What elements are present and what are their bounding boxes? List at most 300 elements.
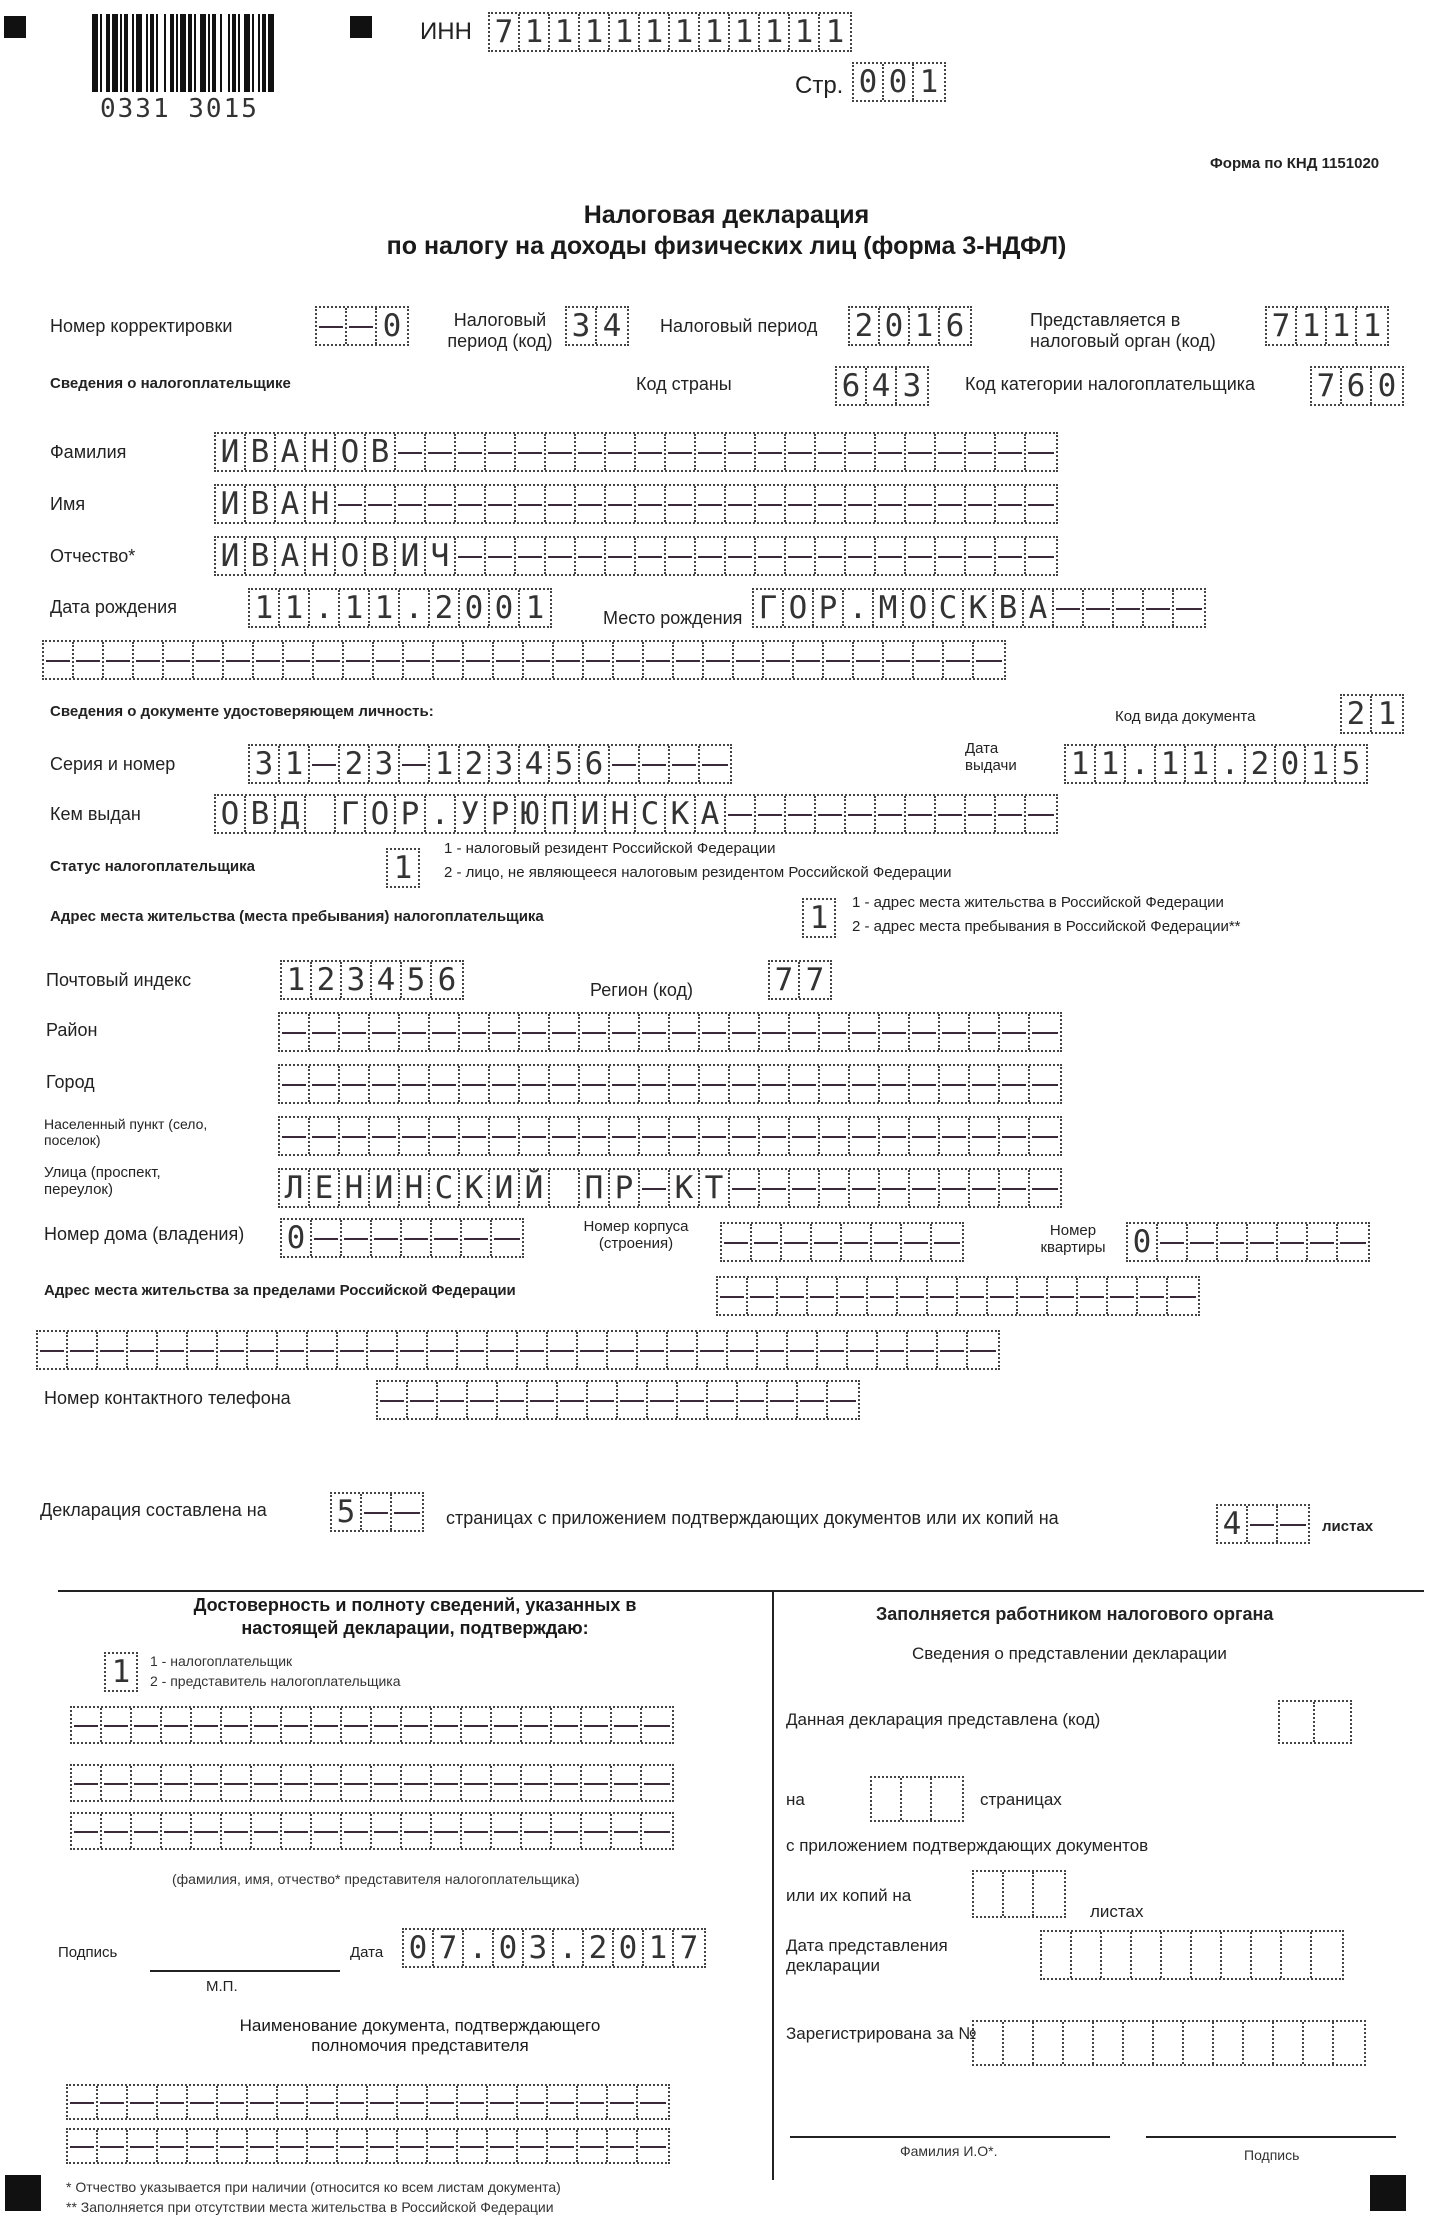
status-option-1: 1 - налоговый резидент Российской Федерации [444, 840, 776, 857]
char-cell: А [1024, 590, 1054, 626]
char-cell [408, 1382, 438, 1418]
char-cell: Н [306, 434, 336, 470]
authority-doc-field-2[interactable] [66, 2128, 670, 2164]
apartment-field[interactable] [1126, 1222, 1370, 1262]
representative-name-field-1[interactable] [70, 1706, 674, 1744]
office-sheets-field[interactable] [972, 1870, 1066, 1918]
char-cell [546, 486, 576, 522]
category-code-field[interactable] [1310, 366, 1404, 406]
char-cell: 1 [1096, 746, 1126, 782]
section-divider [58, 1590, 1424, 1592]
char-cell [426, 434, 456, 470]
char-cell [704, 642, 734, 678]
char-cell [1004, 2022, 1034, 2064]
page-field[interactable] [852, 62, 946, 102]
char-cell [460, 1118, 490, 1154]
char-cell [1188, 1224, 1218, 1260]
char-cell [670, 1118, 700, 1154]
char-cell [1248, 1224, 1278, 1260]
char-cell [310, 1118, 340, 1154]
char-cell: Р [486, 796, 516, 832]
char-cell [816, 486, 846, 522]
char-cell: И [490, 1170, 520, 1206]
char-cell [872, 1224, 902, 1260]
char-cell [128, 1332, 158, 1368]
street-field[interactable] [278, 1168, 1062, 1208]
char-cell: 4 [372, 962, 402, 998]
char-cell [128, 2130, 158, 2162]
char-cell [666, 434, 696, 470]
char-cell [700, 1118, 730, 1154]
correction-field[interactable] [315, 306, 409, 346]
char-cell: 2 [1342, 696, 1372, 732]
char-cell [1000, 1014, 1030, 1050]
char-cell [708, 1382, 738, 1418]
char-cell: Т [700, 1170, 730, 1206]
sign-date-field[interactable] [402, 1928, 706, 1968]
country-code-field[interactable] [835, 366, 929, 406]
char-cell [342, 1766, 372, 1800]
char-cell: 1 [580, 14, 610, 50]
representative-name-field-2[interactable] [70, 1764, 674, 1802]
char-cell: 2 [340, 746, 370, 782]
char-cell [1168, 1278, 1198, 1314]
char-cell [188, 1332, 218, 1368]
char-cell [996, 486, 1026, 522]
char-cell [218, 2086, 248, 2118]
barcode-bar [120, 14, 122, 92]
char-cell [936, 796, 966, 832]
postcode-field[interactable] [280, 960, 464, 1000]
char-cell [1214, 2022, 1244, 2064]
char-cell [342, 1220, 372, 1256]
char-cell [1280, 1702, 1315, 1742]
barcode-bar [136, 14, 142, 92]
char-cell [868, 1278, 898, 1314]
char-cell: 1 [280, 746, 310, 782]
submit-date-field[interactable] [1040, 1930, 1344, 1980]
char-cell [372, 1708, 402, 1742]
char-cell [790, 1014, 820, 1050]
correction-label: Номер корректировки [50, 316, 233, 336]
char-cell [1030, 1066, 1060, 1102]
barcode-bar [132, 14, 134, 92]
char-cell: К [670, 1170, 700, 1206]
char-cell [520, 1066, 550, 1102]
char-cell [938, 1332, 968, 1368]
region-field[interactable] [768, 960, 832, 1000]
char-cell [492, 1708, 522, 1742]
last-name-label: Фамилия [50, 442, 127, 462]
char-cell: В [246, 796, 276, 832]
char-cell: 1 [809, 900, 829, 936]
char-cell: С [934, 590, 964, 626]
char-cell [612, 1766, 642, 1800]
char-cell [760, 1066, 790, 1102]
stamp-label: М.П. [206, 1978, 238, 1995]
submit-date-label: Дата представления декларации [786, 1936, 948, 1975]
char-cell [310, 1014, 340, 1050]
section-vertical-divider [772, 1590, 774, 2180]
char-cell [756, 434, 786, 470]
char-cell [402, 1220, 432, 1256]
char-cell: Р [610, 1170, 640, 1206]
char-cell [432, 1814, 462, 1848]
char-cell [1248, 1506, 1278, 1542]
char-cell [752, 1224, 782, 1260]
char-cell [936, 486, 966, 522]
char-cell [558, 1382, 588, 1418]
issue-date-label: Дата выдачи [965, 740, 1017, 775]
char-cell: Н [606, 796, 636, 832]
settlement-label: Населенный пункт (село, поселок) [44, 1116, 208, 1149]
char-cell [876, 538, 906, 574]
char-cell [808, 1278, 838, 1314]
barcode-image [92, 14, 300, 96]
patronymic-field[interactable] [214, 536, 1058, 576]
char-cell [636, 538, 666, 574]
char-cell [254, 642, 284, 678]
char-cell [1252, 1932, 1282, 1978]
barcode-bar [170, 14, 174, 92]
char-cell [1315, 1702, 1350, 1742]
building-field[interactable] [720, 1222, 964, 1262]
char-cell [430, 1118, 460, 1154]
char-cell: В [366, 434, 396, 470]
char-cell [72, 1708, 102, 1742]
char-cell [370, 1014, 400, 1050]
char-cell [718, 1278, 748, 1314]
representative-name-field-3[interactable] [70, 1812, 674, 1850]
char-cell [518, 2086, 548, 2118]
char-cell: П [546, 796, 576, 832]
barcode-bar [92, 14, 98, 92]
char-cell [730, 1118, 760, 1154]
barcode-bar [228, 14, 230, 92]
house-field[interactable] [280, 1218, 524, 1258]
char-cell [1334, 2022, 1364, 2064]
authority-doc-field-1[interactable] [66, 2084, 670, 2120]
char-cell [1018, 1278, 1048, 1314]
district-field[interactable] [278, 1012, 1062, 1052]
or-copies-label: или их копий на [786, 1886, 912, 1905]
phone-field[interactable] [376, 1380, 860, 1420]
doc-type-code-label: Код вида документа [1115, 708, 1256, 725]
char-cell [974, 642, 1004, 678]
last-name-field[interactable] [214, 432, 1058, 472]
char-cell: 7 [805, 962, 825, 998]
char-cell [554, 642, 584, 678]
char-cell [72, 1766, 102, 1800]
char-cell [518, 1332, 548, 1368]
char-cell: О [904, 590, 934, 626]
with-docs-label: с приложением подтверждающих документов [786, 1836, 1149, 1855]
address-option-1: 1 - адрес места жительства в Российской Федерации [852, 894, 1224, 911]
status-field[interactable] [386, 848, 420, 888]
foreign-address-field-2[interactable] [36, 1330, 1000, 1370]
char-cell [648, 1382, 678, 1418]
char-cell [468, 1382, 498, 1418]
birth-place-field-2[interactable] [42, 640, 1006, 680]
char-cell: 1 [910, 308, 940, 344]
barcode-bar [244, 14, 250, 92]
char-cell [876, 796, 906, 832]
char-cell [820, 1066, 850, 1102]
corner-marker-bottom-right [1370, 2175, 1406, 2211]
char-cell: 2 [460, 746, 490, 782]
sheets-field[interactable] [1216, 1504, 1310, 1544]
char-cell: Й [520, 1170, 550, 1206]
char-cell [906, 486, 936, 522]
char-cell [578, 1332, 608, 1368]
char-cell [338, 2130, 368, 2162]
char-cell: 0 [490, 590, 520, 626]
char-cell [252, 1708, 282, 1742]
char-cell [248, 2086, 278, 2118]
foreign-address-field-1[interactable] [716, 1276, 1200, 1316]
char-cell [1034, 1872, 1064, 1916]
char-cell [850, 1118, 880, 1154]
char-cell [1162, 1932, 1192, 1978]
char-cell [528, 1382, 558, 1418]
char-cell: 1 [1297, 308, 1327, 344]
char-cell [1158, 1224, 1188, 1260]
issue-date-field[interactable] [1064, 744, 1368, 784]
char-cell: . [464, 1930, 494, 1966]
barcode-bar [106, 14, 110, 92]
char-cell: 0 [1128, 1224, 1158, 1260]
category-code-label: Код категории налогоплательщика [965, 374, 1256, 394]
char-cell [1132, 1932, 1162, 1978]
pages-field[interactable] [330, 1492, 424, 1532]
char-cell [308, 1332, 338, 1368]
char-cell [550, 1118, 580, 1154]
char-cell: К [460, 1170, 490, 1206]
settlement-field[interactable] [278, 1116, 1062, 1156]
series-number-field[interactable] [248, 744, 732, 784]
char-cell [966, 486, 996, 522]
office-signature-caption: Подпись [1244, 2147, 1300, 2163]
char-cell [98, 1332, 128, 1368]
char-cell [910, 1066, 940, 1102]
char-cell [192, 1708, 222, 1742]
char-cell [372, 1766, 402, 1800]
char-cell [102, 1814, 132, 1848]
char-cell [278, 1332, 308, 1368]
char-cell [876, 434, 906, 470]
char-cell [1004, 1872, 1034, 1916]
char-cell: 2 [850, 308, 880, 344]
corner-marker-top-left [4, 16, 26, 38]
char-cell: 6 [837, 368, 867, 404]
char-cell [498, 1382, 528, 1418]
char-cell: О [216, 796, 246, 832]
country-code-label: Код страны [636, 374, 732, 394]
char-cell: К [666, 796, 696, 832]
confirm-type-field[interactable] [104, 1652, 138, 1692]
char-cell [550, 1014, 580, 1050]
representative-caption: (фамилия, имя, отчество* представителя налогоплательщика) [172, 1871, 580, 1887]
char-cell [670, 1066, 700, 1102]
char-cell [488, 2086, 518, 2118]
city-field[interactable] [278, 1064, 1062, 1104]
char-cell [74, 642, 104, 678]
phone-label: Номер контактного телефона [44, 1388, 291, 1408]
char-cell [488, 1332, 518, 1368]
corner-marker-top [350, 16, 372, 38]
char-cell [996, 538, 1026, 574]
char-cell: 1 [1327, 308, 1357, 344]
char-cell [958, 1278, 988, 1314]
char-cell [368, 1332, 398, 1368]
char-cell [640, 1014, 670, 1050]
char-cell [222, 1814, 252, 1848]
char-cell [636, 486, 666, 522]
char-cell [876, 486, 906, 522]
char-cell [516, 486, 546, 522]
barcode-bar [188, 14, 192, 92]
barcode-bar [150, 14, 154, 92]
char-cell [308, 2086, 338, 2118]
char-cell [618, 1382, 648, 1418]
char-cell [426, 486, 456, 522]
char-cell [344, 642, 374, 678]
char-cell: О [366, 796, 396, 832]
char-cell [164, 642, 194, 678]
char-cell: . [844, 590, 874, 626]
char-cell [640, 746, 670, 782]
char-cell [880, 1066, 910, 1102]
char-cell: П [580, 1170, 610, 1206]
char-cell [340, 1066, 370, 1102]
char-cell: 3 [902, 368, 922, 404]
char-cell [846, 486, 876, 522]
char-cell [404, 642, 434, 678]
char-cell: . [310, 590, 340, 626]
char-cell [486, 486, 516, 522]
doc-type-code-field[interactable] [1340, 694, 1404, 734]
char-cell [370, 1066, 400, 1102]
char-cell [458, 1332, 488, 1368]
char-cell: 1 [282, 962, 312, 998]
char-cell [1154, 2022, 1184, 2064]
inn-field[interactable] [488, 12, 852, 52]
char-cell [1102, 1932, 1132, 1978]
char-cell [608, 1332, 638, 1368]
city-label: Город [46, 1072, 95, 1092]
char-cell [670, 746, 700, 782]
apartment-label: Номер квартиры [1040, 1222, 1106, 1257]
char-cell [734, 642, 764, 678]
char-cell: 1 [700, 14, 730, 50]
char-cell [462, 1220, 492, 1256]
page-label: Стр. [795, 72, 844, 99]
char-cell: Н [400, 1170, 430, 1206]
tax-authority-field[interactable] [1265, 306, 1389, 346]
char-cell [460, 1014, 490, 1050]
char-cell [614, 642, 644, 678]
char-cell [516, 538, 546, 574]
char-cell [944, 642, 974, 678]
char-cell [700, 1014, 730, 1050]
char-cell [940, 1118, 970, 1154]
char-cell [400, 1066, 430, 1102]
tax-period-field[interactable] [848, 306, 972, 346]
char-cell: А [276, 486, 306, 522]
first-name-field[interactable] [214, 484, 1058, 524]
status-option-2: 2 - лицо, не являющееся налоговым резидентом Российской Федерации [444, 864, 952, 881]
char-cell [284, 642, 314, 678]
char-cell [192, 1814, 222, 1848]
char-cell [786, 486, 816, 522]
confirm-option-2: 2 - представитель налогоплательщика [150, 1673, 401, 1689]
address-type-field[interactable] [802, 898, 836, 938]
birth-place-field[interactable] [752, 588, 1206, 628]
char-cell [970, 1014, 1000, 1050]
corner-marker-bottom-left [5, 2175, 41, 2211]
char-cell [846, 538, 876, 574]
char-cell: 3 [250, 746, 280, 782]
tax-period-code-field[interactable] [565, 306, 629, 346]
char-cell: 1 [550, 14, 580, 50]
char-cell [398, 2086, 428, 2118]
char-cell [726, 486, 756, 522]
char-cell: И [576, 796, 606, 832]
signature-line [150, 1970, 340, 1972]
char-cell [696, 434, 726, 470]
char-cell: 7 [770, 962, 800, 998]
char-cell [906, 538, 936, 574]
char-cell [132, 1766, 162, 1800]
char-cell [306, 796, 336, 832]
char-cell [764, 642, 794, 678]
char-cell [280, 1014, 310, 1050]
char-cell [578, 2086, 608, 2118]
char-cell [610, 746, 640, 782]
char-cell: 1 [760, 14, 790, 50]
char-cell [880, 1118, 910, 1154]
char-cell: 4 [1218, 1506, 1248, 1542]
barcode-bar [112, 14, 118, 92]
char-cell [970, 1170, 1000, 1206]
char-cell: В [366, 538, 396, 574]
char-cell [848, 1332, 878, 1368]
char-cell [524, 642, 554, 678]
char-cell [1124, 2022, 1154, 2064]
birth-date-field[interactable] [248, 588, 552, 628]
char-cell [872, 1778, 902, 1820]
char-cell: 7 [434, 1930, 464, 1966]
inn-label: ИНН [420, 18, 472, 45]
char-cell [548, 2086, 578, 2118]
char-cell [402, 1766, 432, 1800]
barcode-bar [146, 14, 148, 92]
issued-by-field[interactable] [214, 794, 1058, 834]
first-name-label: Имя [50, 494, 86, 514]
char-cell [666, 538, 696, 574]
barcode-bar [208, 14, 210, 92]
char-cell [722, 1224, 752, 1260]
office-pages-field[interactable] [870, 1776, 964, 1822]
char-cell [1000, 1118, 1030, 1154]
submitted-code-field[interactable] [1278, 1700, 1352, 1744]
barcode-bar [232, 14, 236, 92]
char-cell [347, 308, 377, 344]
registration-number-field[interactable] [972, 2020, 1366, 2066]
char-cell [790, 1170, 820, 1206]
char-cell [610, 1014, 640, 1050]
char-cell [1026, 434, 1056, 470]
